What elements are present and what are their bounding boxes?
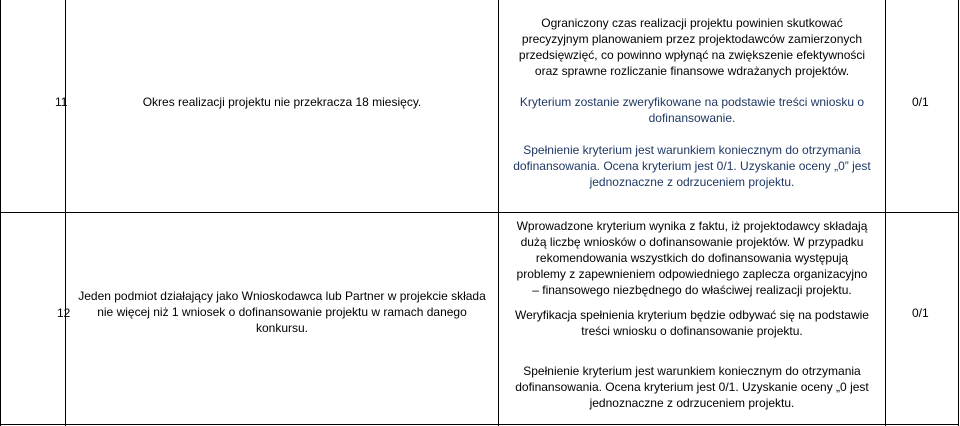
text-line: oraz sprawne rozliczanie finansowe wdrażanych projektów. (534, 64, 850, 78)
column-divider-description (885, 0, 886, 426)
text-line: Jeden podmiot działający jako Wnioskodawca lub Partner w projekcie składa (78, 289, 486, 303)
text-line: Ograniczony czas realizacji projektu powinien skutkować (541, 16, 843, 30)
table-left-border (0, 0, 1, 426)
text-line: problemy z zapewnieniem odpowiedniego zaplecza organizacyjno (516, 267, 868, 281)
text-line: treści wniosku o dofinansowanie projektu. (581, 324, 803, 338)
text-line: dofinansowania. Ocena kryterium jest 0/1. Uzyskanie oceny „0 jest (515, 380, 869, 394)
criterion-cell (66, 94, 498, 110)
text-line: Wprowadzone kryterium wynika z faktu, iż projektodawcy składają (516, 219, 868, 233)
row-number: 12 (57, 306, 71, 320)
text-line: Kryterium zostanie zweryfikowane na podstawie treści wniosku o (519, 95, 865, 109)
row-divider (0, 212, 959, 213)
criterion-text: Okres realizacji projektu nie przekracza 18 miesięcy. (142, 95, 422, 109)
text-line: jednoznaczne z odrzuceniem projektu. (589, 175, 795, 189)
text-line: nie więcej niż 1 wniosek o dofinansowanie projektu w ramach danego (97, 305, 467, 319)
text-line: jednoznaczne z odrzuceniem projektu. (589, 396, 795, 410)
text-line: konkursu. (255, 321, 309, 335)
text-line: Weryfikacja spełnienia kryterium będzie odbywać się na podstawie (515, 308, 869, 322)
text-line: dofinansowania. Ocena kryterium jest 0/1. Uzyskanie oceny „0” jest (513, 159, 871, 173)
text-line: Spełnienie kryterium jest warunkiem koniecznym do otrzymania (523, 143, 861, 157)
description-cell (499, 218, 885, 411)
text-line: precyzyjnym planowaniem przez projektodawców zamierzonych (521, 32, 863, 46)
top-remainder-text (499, 15, 885, 79)
table-right-border (958, 0, 959, 426)
text-line: dofinansowanie. (648, 111, 736, 125)
text-line: rekomendowania wszystkich do dofinansowania występują (535, 251, 849, 265)
text-line: dużą liczbę wniosków o dofinansowanie projektów. W przypadku (520, 235, 864, 249)
table-bottom-border (0, 424, 959, 425)
row-number: 11 (55, 95, 68, 109)
score-value: 0/1 (912, 95, 929, 109)
text-line: Spełnienie kryterium jest warunkiem koniecznym do otrzymania (523, 364, 861, 378)
score-value: 0/1 (912, 306, 929, 320)
text-line: przedsięwzięć, co powinno wpłynąć na zwiększenie efektywności (518, 48, 866, 62)
description-cell (499, 94, 885, 190)
criterion-cell (66, 288, 498, 336)
column-divider-number (65, 0, 66, 426)
text-line: – finansowego niezbędnego do właściwej realizacji projektu. (532, 283, 852, 297)
